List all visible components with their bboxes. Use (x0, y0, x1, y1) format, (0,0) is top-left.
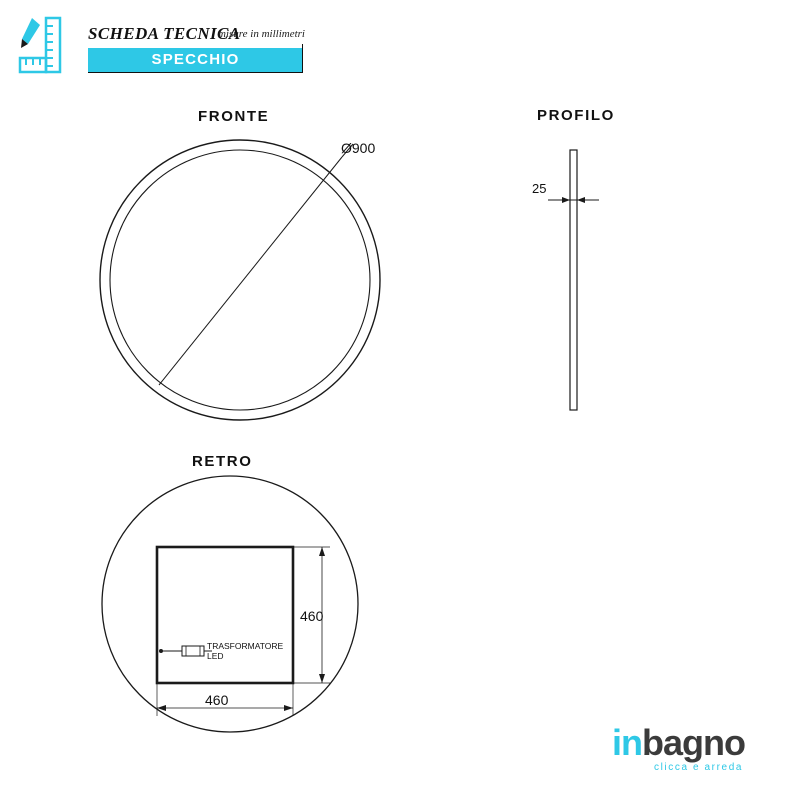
header-subtitle: misure in millimetri (218, 28, 305, 40)
transformer-label-line2: LED (207, 651, 224, 661)
ruler-pencil-icon (18, 14, 80, 76)
back-view-caption: RETRO (192, 453, 253, 470)
front-diameter-label: Ø900 (341, 140, 376, 156)
header-banner-label: SPECCHIO (151, 51, 240, 68)
header-divider (88, 72, 303, 73)
header-divider-vertical (302, 44, 303, 73)
profile-view-caption: PROFILO (537, 107, 615, 124)
profile-view-drawing (500, 130, 660, 430)
brand-logo (612, 722, 782, 780)
front-view-caption: FRONTE (198, 108, 270, 125)
header-title: SCHEDA TECNICA (88, 24, 241, 43)
transformer-led-label (207, 641, 283, 661)
header-banner (88, 48, 303, 72)
back-height-label: 460 (300, 608, 324, 624)
brand-name-part2: bagno (642, 722, 745, 763)
brand-name (612, 722, 745, 764)
back-width-label: 460 (205, 692, 229, 708)
front-view-drawing (95, 130, 385, 430)
profile-thickness-label: 25 (532, 181, 547, 196)
transformer-label-line1: TRASFORMATORE (207, 641, 284, 651)
header (0, 0, 800, 92)
back-view-drawing (78, 468, 378, 768)
brand-tagline: clicca e arreda (654, 762, 744, 773)
brand-name-part1: in (612, 722, 642, 763)
